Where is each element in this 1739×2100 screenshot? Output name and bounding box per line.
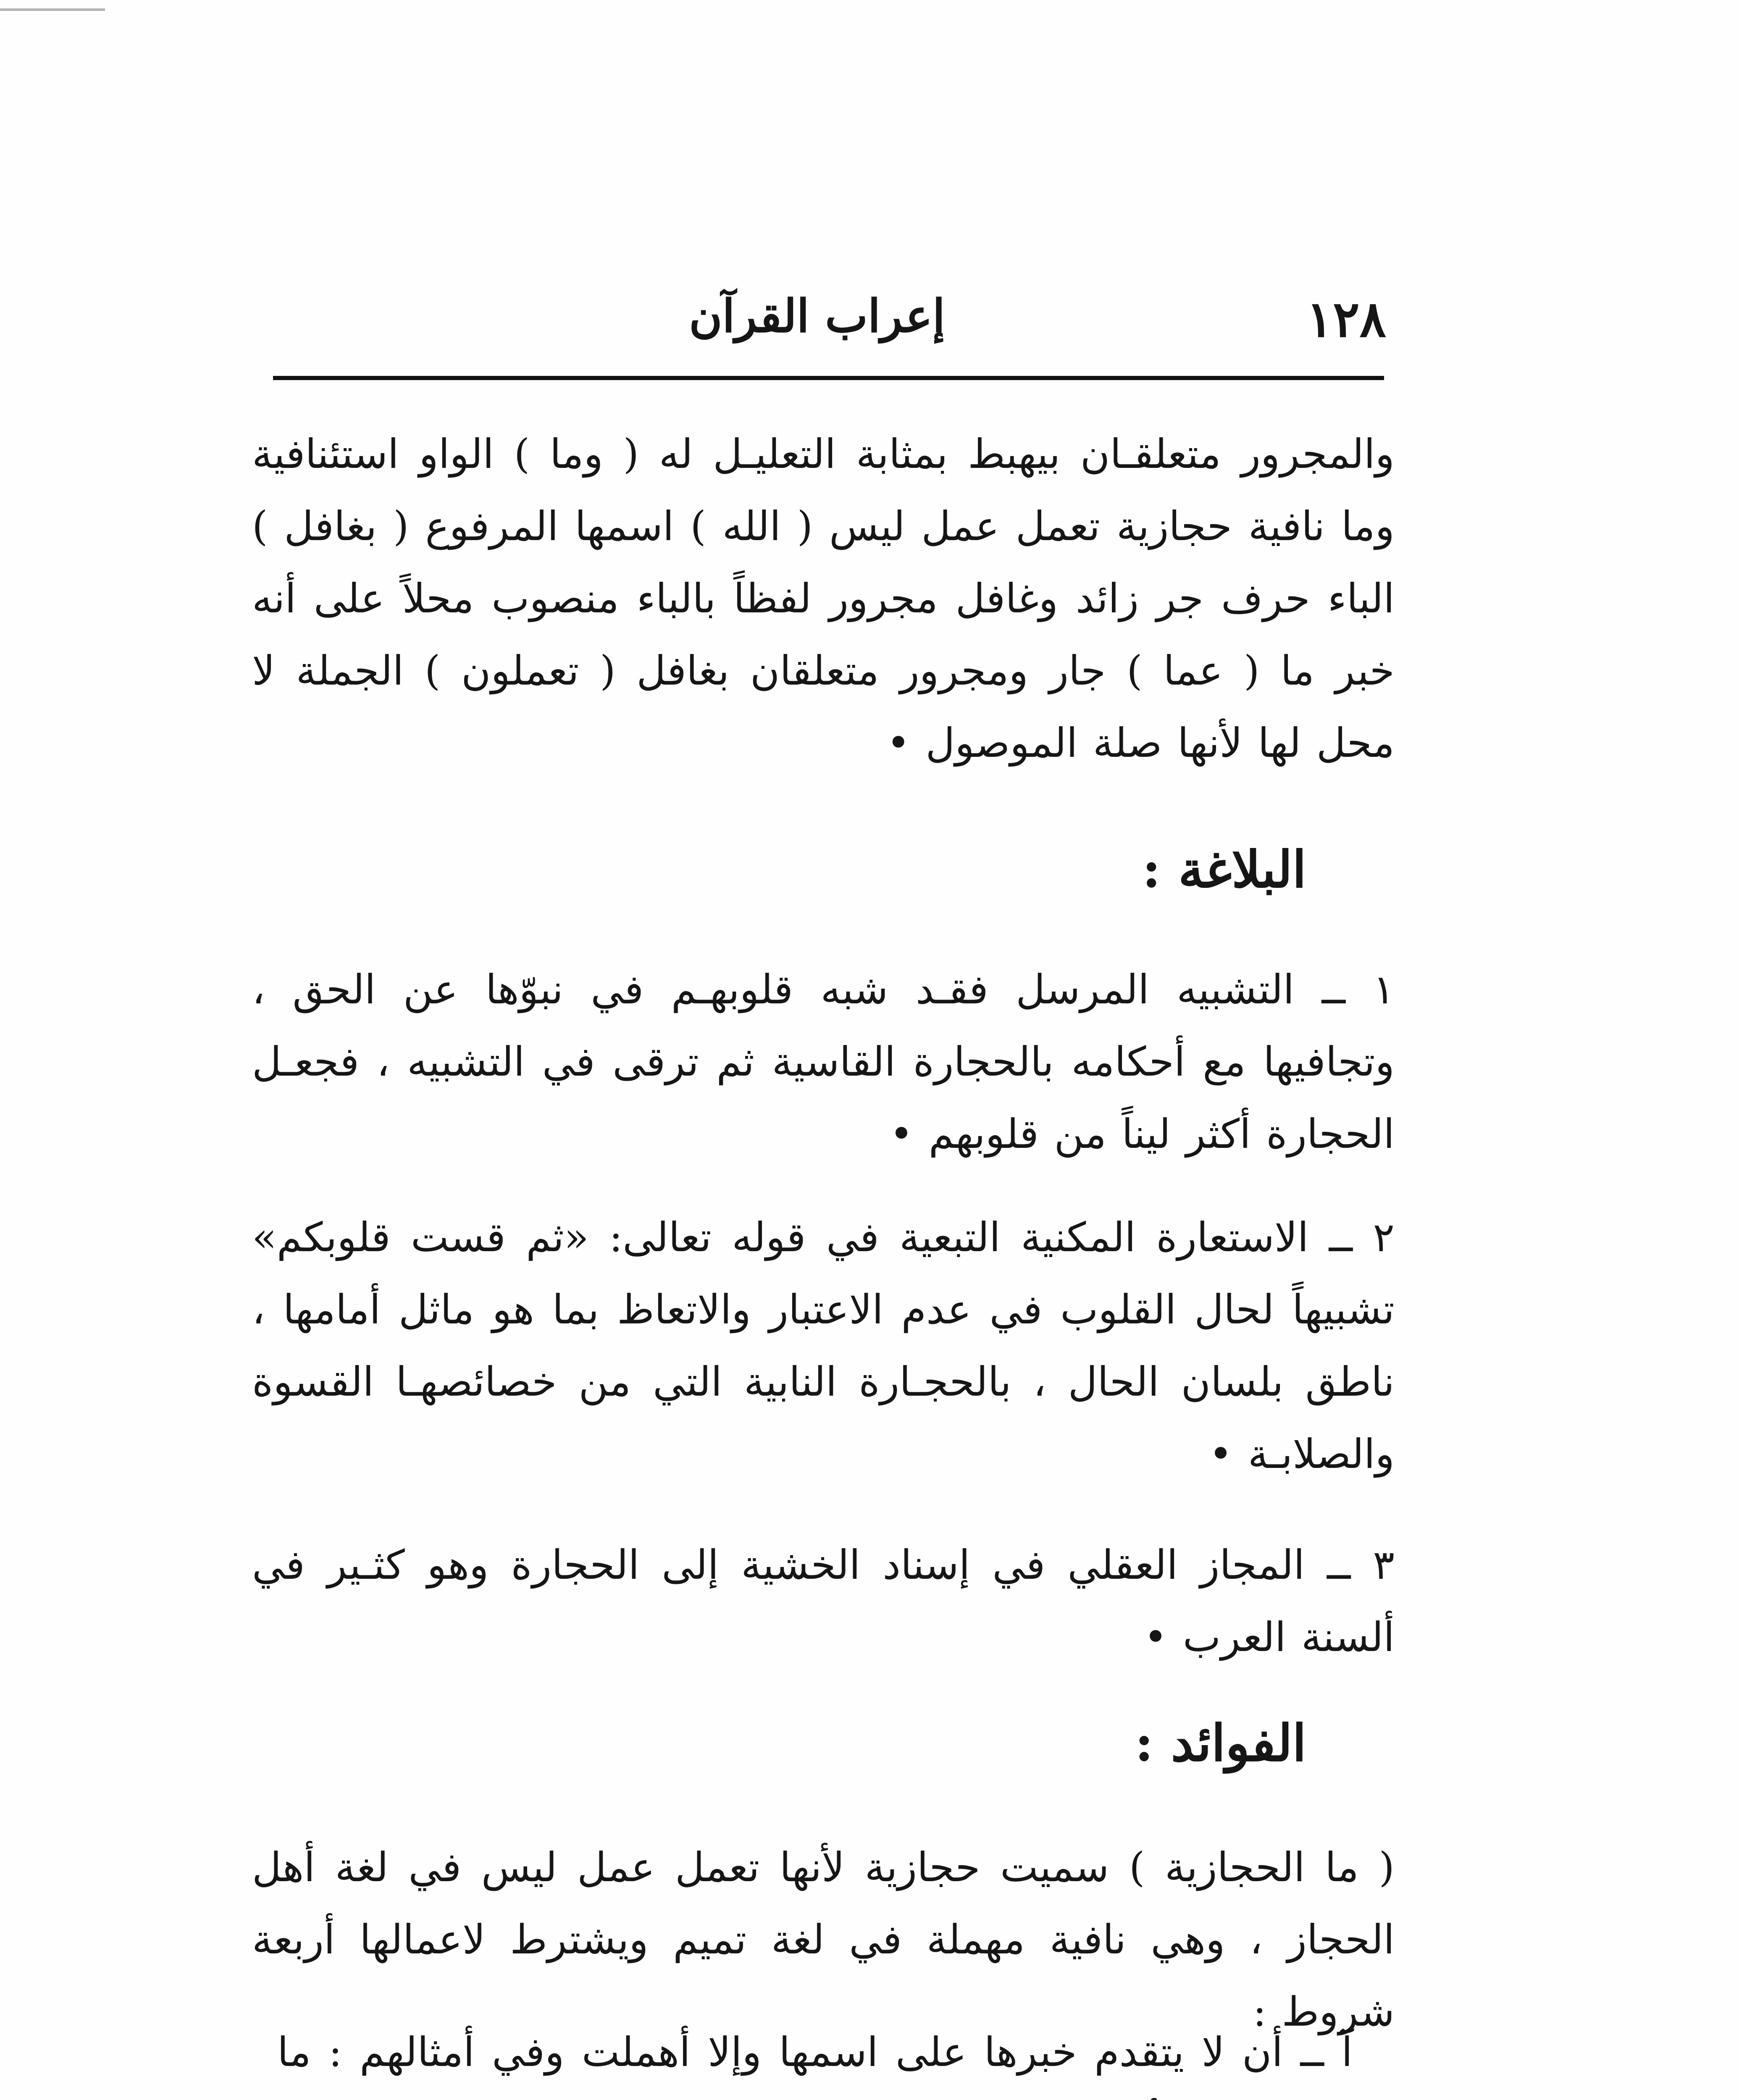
fawaid-condition-1: آ ــ أن لا يتقدم خبرها على اسمها وإلا أهملت وفي أمثالهم : ما <box>277 2029 1353 2076</box>
running-title: إعراب القرآن <box>689 290 945 343</box>
fawaid-paragraph: ( ما الحجازية ) سميت حجازية لأنها تعمل عمل ليس في لغة أهل الحجاز ، وهي نافية مهملة في لغة تميم ويشترط لاعمالها أربعة شروط : <box>252 1844 1395 2035</box>
fawaid-heading: الفوائد : <box>1135 1714 1306 1773</box>
balagha-point-3: ٣ ــ المجاز العقلي في إسناد الخشية إلى الحجارة وهو كثـير في ألسنة العرب • <box>252 1541 1395 1661</box>
balagha-point-2: ٢ ــ الاستعارة المكنية التبعية في قوله تعالى: «ثم قست قلوبكم» تشبيهاً لحال القلوب في عدم الاعتبار والاتعاظ بما هو ماثل أمامها ، ناطق بلسان الحال ، بالحجـارة النابية التي من خصائصهـا القسوة والصلابـة • <box>252 1214 1395 1478</box>
header-rule <box>273 376 1384 380</box>
balagha-point-1: ١ ــ التشبيه المرسل فقـد شبه قلوبهـم في نبوّها عن الحق ، وتجافيها مع أحكامه بالحجارة القاسية ثم ترقى في التشبيه ، فجعـل الحجارة أكثر ليناً من قلوبهم • <box>252 966 1395 1158</box>
balagha-heading: البلاغة : <box>1142 840 1306 899</box>
page-number: ١٢٨ <box>1306 290 1386 348</box>
intro-paragraph: والمجرور متعلقـان بيهبط بمثابة التعليـل له ( وما ) الواو استئنافية وما نافية حجازية تعمل عمل ليس ( الله ) اسمها المرفوع ( بغافل ) الباء حرف جر زائد وغافل مجرور لفظاً بالباء منصوب محلاً على أنه خبر ما ( عما ) جار ومجرور متعلقان بغافل ( تعملون ) الجملة لا محل لها لأنها صلة الموصول • <box>252 430 1395 766</box>
page-header <box>269 290 1386 370</box>
scan-edge-mark <box>0 8 105 11</box>
